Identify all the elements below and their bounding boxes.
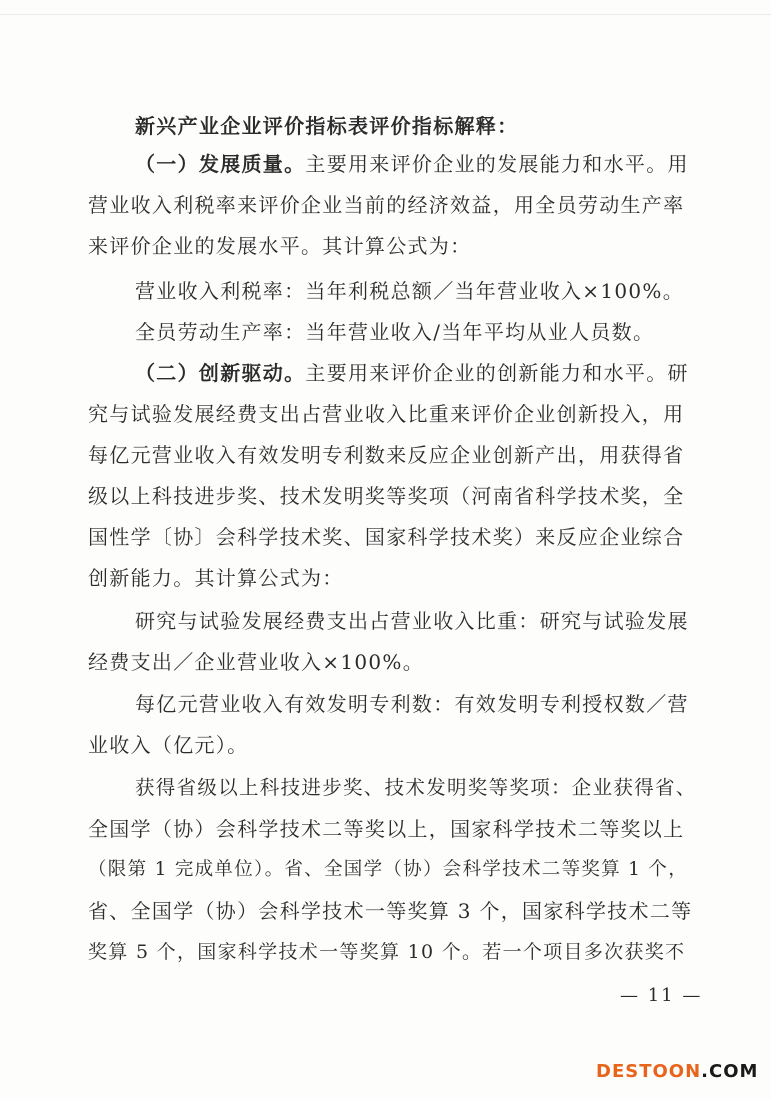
paragraph-line: （二）创新驱动。主要用来评价企业的创新能力和水平。研 <box>135 361 689 385</box>
paragraph-line: 创新能力。其计算公式为： <box>88 566 344 590</box>
formula-line: 全员劳动生产率：当年营业收入/当年平均从业人员数。 <box>135 320 655 344</box>
paragraph-line: 究与试验发展经费支出占营业收入比重来评价企业创新投入，用 <box>88 402 685 426</box>
paragraph-line: 每亿元营业收入有效发明专利数来反应企业创新产出，用获得省 <box>88 443 685 467</box>
paragraph-line: （限第 1 完成单位）。省、全国学（协）会科学技术二等奖算 1 个， <box>88 859 689 880</box>
formula-line: 营业收入利税率：当年利税总额／当年营业收入×100%。 <box>135 279 685 303</box>
watermark-brand: DESTOON <box>596 1061 702 1082</box>
watermark-logo <box>596 1061 758 1082</box>
paragraph-line: 获得省级以上科技进步奖、技术发明奖等奖项：企业获得省、 <box>135 776 697 799</box>
paragraph-line: （一）发展质量。主要用来评价企业的发展能力和水平。用 <box>135 152 689 176</box>
paragraph-line: 省、全国学（协）会科学技术一等奖算 3 个，国家科学技术二等 <box>88 899 693 923</box>
paragraph-line: 国性学〔协〕会科学技术奖、国家科学技术奖）来反应企业综合 <box>88 525 685 549</box>
section-heading: （一）发展质量。 <box>135 152 306 176</box>
paragraph-line: 级以上科技进步奖、技术发明奖等奖项（河南省科学技术奖，全 <box>88 484 685 508</box>
paragraph-line: 全国学（协）会科学技术二等奖以上，国家科学技术二等奖以上 <box>88 817 685 841</box>
section-heading: （二）创新驱动。 <box>135 361 306 385</box>
document-title: 新兴产业企业评价指标表评价指标解释： <box>135 114 519 138</box>
formula-line: 每亿元营业收入有效发明专利数：有效发明专利授权数／营 <box>135 692 689 716</box>
formula-line: 研究与试验发展经费支出占营业收入比重：研究与试验发展 <box>135 609 689 633</box>
paragraph-line: 来评价企业的发展水平。其计算公式为： <box>88 234 472 258</box>
paragraph-line: 奖算 5 个，国家科学技术一等奖算 10 个。若一个项目多次获奖不 <box>88 941 686 963</box>
paragraph-line: 营业收入利税率来评价企业当前的经济效益，用全员劳动生产率 <box>88 193 685 217</box>
top-rule <box>0 14 771 15</box>
page-number: — 11 — <box>620 985 703 1006</box>
formula-line: 业收入（亿元）。 <box>88 733 249 757</box>
watermark-domain: .COM <box>701 1061 759 1082</box>
formula-line: 经费支出／企业营业收入×100%。 <box>88 650 425 674</box>
